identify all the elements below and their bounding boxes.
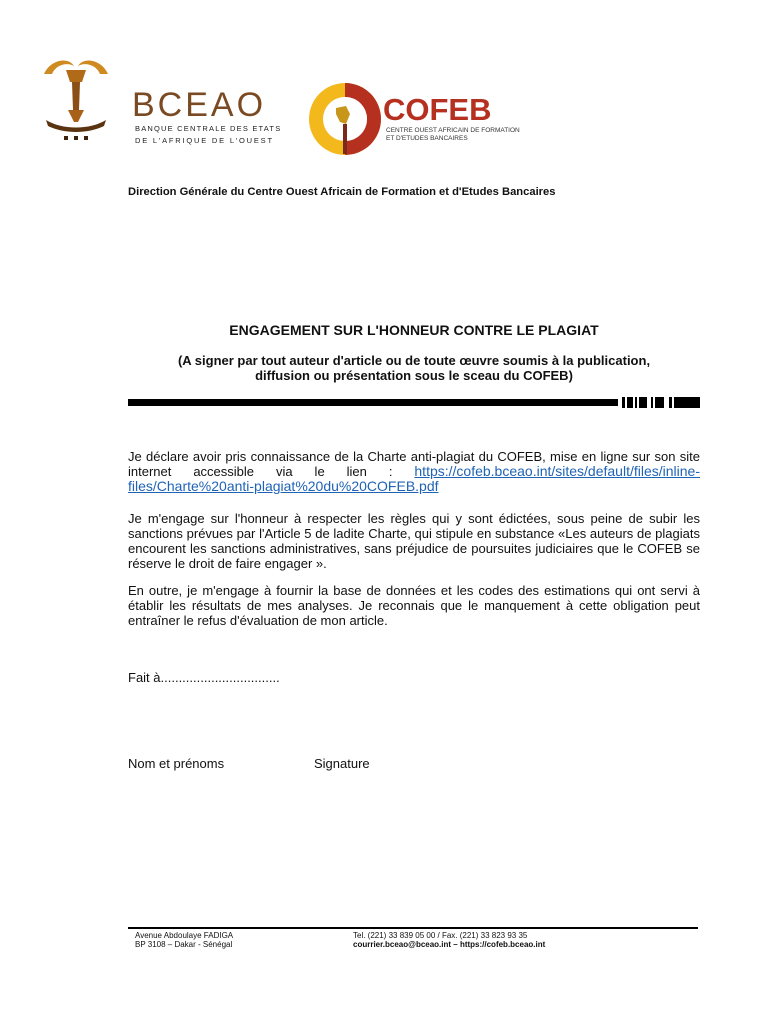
signature-label: Signature [314, 756, 370, 771]
bceao-emblem-icon [38, 52, 114, 144]
cofeb-logo-subtitle-1: CENTRE OUEST AFRICAIN DE FORMATION [386, 127, 520, 134]
paragraph-declaration-text: Je déclare avoir pris connaissance de la Charte anti-plagiat du COFEB, mise en ligne sur son site internet accessible via le lien : [128, 449, 700, 479]
paragraph-declaration [128, 449, 700, 494]
footer-address-line-1: Avenue Abdoulaye FADIGA [135, 931, 234, 940]
footer-email-website: courrier.bceao@bceao.int – https://cofeb.bceao.int [353, 940, 546, 949]
cofeb-emblem-icon [306, 80, 384, 158]
nom-prenoms-label: Nom et prénoms [128, 756, 225, 771]
charte-link[interactable]: https://cofeb.bceao.int/sites/default/files/inline-files/Charte%20anti-plagiat%20du%20COFEB.pdf [128, 463, 700, 494]
document-subtitle [128, 353, 700, 383]
footer-address-line-2: BP 3108 – Dakar - Sénégal [135, 940, 233, 949]
footer-phone-fax: Tel. (221) 33 839 05 00 / Fax. (221) 33 823 93 35 [353, 931, 528, 940]
cofeb-logo-name: COFEB [383, 92, 492, 127]
footer-divider [128, 927, 698, 929]
subtitle-line-2: diffusion ou présentation sous le sceau du COFEB) [255, 368, 573, 383]
subtitle-line-1: (A signer par tout auteur d'article ou de toute œuvre soumis à la publication, [177, 353, 651, 368]
bceao-logo-subtitle-2: DE L'AFRIQUE DE L'OUEST [135, 136, 274, 145]
fait-a-field: Fait à................................. [128, 670, 280, 685]
paragraph-data-obligation: En outre, je m'engage à fournir la base de données et les codes des estimations qui ont servi à établir les résultats de mes analyses. Je reconnais que le manquement à cette obligation peut entraîner le refus d'évaluation de mon article. [128, 583, 700, 628]
bceao-logo-subtitle-1: BANQUE CENTRALE DES ETATS [135, 124, 282, 133]
direction-heading: Direction Générale du Centre Ouest Africain de Formation et d'Etudes Bancaires [128, 186, 556, 198]
cofeb-logo-subtitle-2: ET D'ETUDES BANCAIRES [386, 135, 468, 142]
document-title: ENGAGEMENT SUR L'HONNEUR CONTRE LE PLAGIAT [229, 322, 599, 338]
decorative-divider [128, 397, 700, 408]
paragraph-engagement: Je m'engage sur l'honneur à respecter les règles qui y sont édictées, sous peine de subir les sanctions prévues par l'Article 5 de ladite Charte, qui stipule en substance «Les auteurs de plagiats encourent les sanctions administratives, sans préjudice de poursuites judiciaires que le COFEB se réserve le droit de faire engager ». [128, 511, 700, 571]
bceao-logo-name: BCEAO [132, 86, 267, 124]
